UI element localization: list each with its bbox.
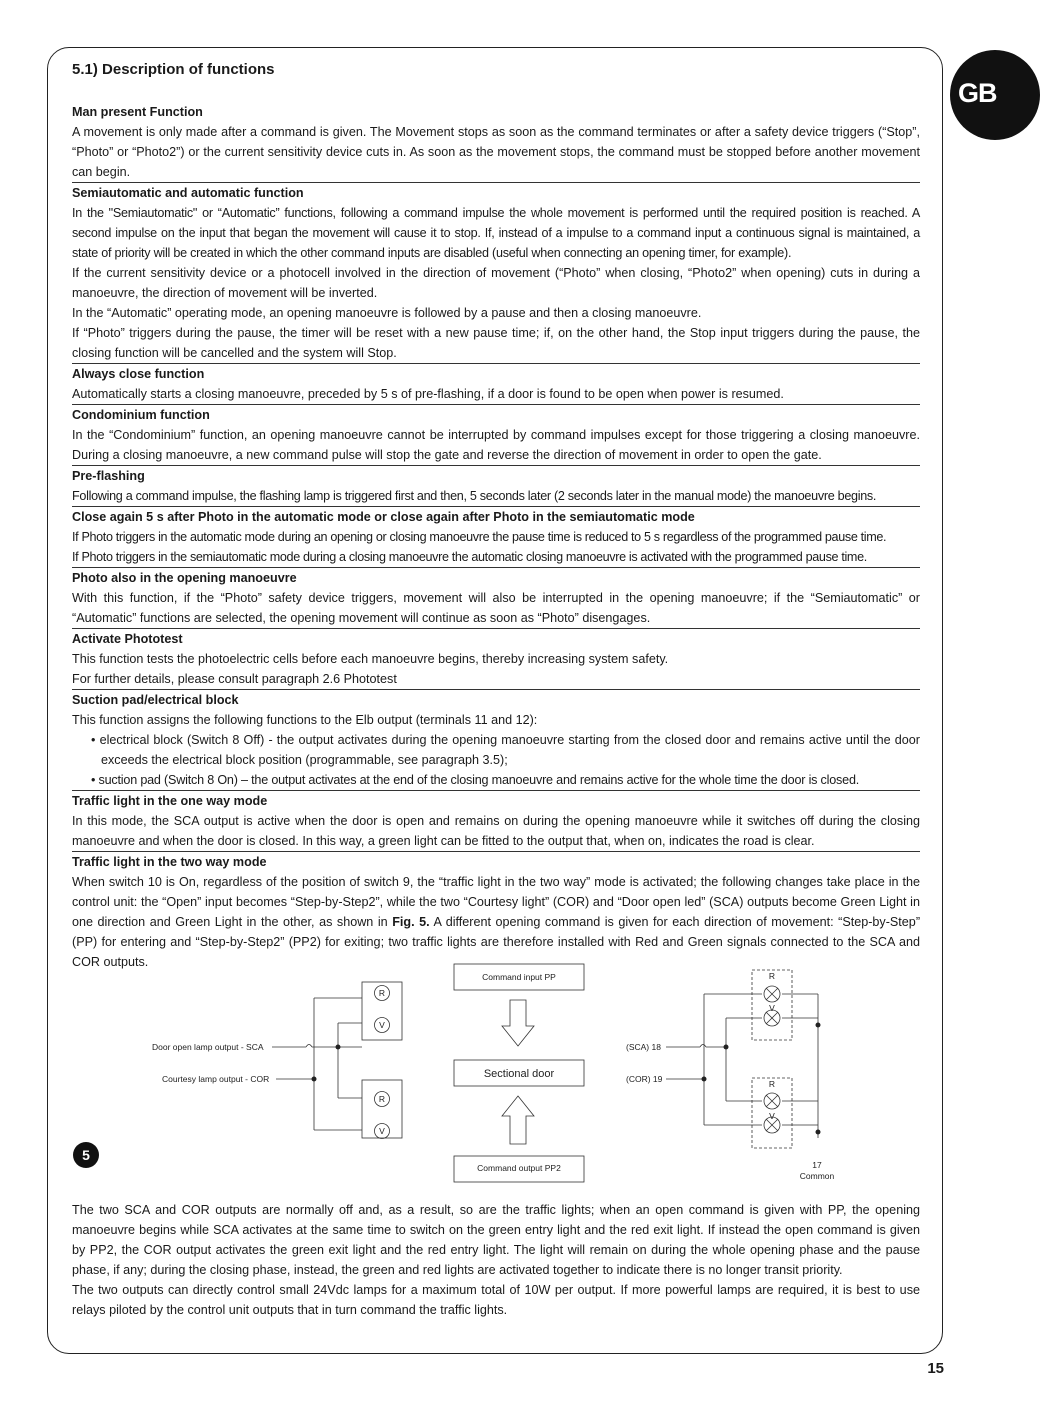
para: This function tests the photoelectric cells before each manoeuvre begins, thereby increasing system safety. [72,652,669,666]
para-part: A different opening command is given for each direction of movement: “Step-by-Step” (PP) for entering and “Step-by-Step2” (PP2) for exiting; two traffic lights are therefore installed with Red and Green signals connected to the SCA and COR outputs. [72,915,921,969]
sec-title-phototest: Activate Phototest [72,628,920,649]
sec-title-suction-pad: Suction pad/electrical block [72,689,920,710]
para: If Photo triggers in the semiautomatic mode during a closing manoeuvre the automatic closing manoeuvre is activated with the programmed pause time. [72,550,867,564]
door-open-lamp-label: Door open lamp output - SCA [152,1042,264,1052]
para: In the "Semiautomatic" or “Automatic” functions, following a command impulse the whole movement is performed until the required position is reached. A second impulse on the input that began the movement will cause it to stop. If, instead of a impulse to a command input a continuous signal is maintained, a state of priority will be created in which the other command inputs are disabled (useful when connecting an opening timer, for example). [72,206,920,260]
para: Automatically starts a closing manoeuvre, preceded by 5 s of pre-flashing, if a door is found to be open when power is resumed. [72,387,784,401]
para: If the current sensitivity device or a photocell involved in the direction of movement (“Photo” when closing, “Photo2” when opening) cuts in during a manoeuvre, the direction of movement will be inverted. [72,266,920,300]
command-input-pp: Command input PP [482,972,556,982]
sec-title-always-close: Always close function [72,363,920,384]
sca-terminal-label: (SCA) 18 [626,1042,661,1052]
lamp-r-label: R [378,988,386,998]
section-heading: 5.1) Description of functions [72,61,275,78]
sec-title-pre-flashing: Pre-flashing [72,465,920,486]
lamp-r-label: R [768,971,776,981]
wiring-diagram [72,958,920,1188]
language-tab: GB [950,50,1040,140]
cor-terminal-label: (COR) 19 [626,1074,663,1084]
sectional-door-label: Sectional door [483,1068,555,1080]
lamp-v-label: V [379,1126,385,1136]
common-terminal-label: Common [799,1171,835,1181]
closing-text [72,1200,920,1320]
para: The two SCA and COR outputs are normally off and, as a result, so are the traffic lights; when an open command is given with PP, the opening manoeuvre begins while SCA activates at the same time to switch on the green entry light and the red exit light. If instead the open command is given by PP2, the COR output activates the green exit light and the red entry light. The light will remain on during the whole opening phase and the pause phase, if any; during the closing phase, instead, the green and red lights are activated together to indicate there is no longer transit priority. [72,1203,920,1277]
para: If “Photo” triggers during the pause, the timer will be reset with a new pause time; if, on the other hand, the Stop input triggers during the pause, the closing function will be cancelled and the system will Stop. [72,326,920,360]
command-output-pp2: Command output PP2 [477,1163,561,1173]
sec-title-semiautomatic: Semiautomatic and automatic function [72,182,920,203]
sec-title-man-present: Man present Function [72,105,203,119]
list-item: • suction pad (Switch 8 On) – the output activates at the end of the closing manoeuvre and remains active for the whole time the door is closed. [72,770,920,790]
lamp-v-label: V [379,1020,385,1030]
lamp-v-label: V [769,1003,775,1013]
para: In the “Condominium” function, an opening manoeuvre cannot be interrupted by command impulses except for those triggering a closing manoeuvre. During a closing manoeuvre, a new command pulse will stop the gate and reverse the direction of movement in order to open the gate. [72,428,920,462]
page-number: 15 [927,1360,944,1377]
para: In this mode, the SCA output is active when the door is open and remains on during the opening manoeuvre while it switches off during the closing manoeuvre and when the door is closed. In this way, a green light can be fitted to the output that, when on, indicates the road is clear. [72,814,920,848]
sec-title-traffic-one-way: Traffic light in the one way mode [72,790,920,811]
para: This function assigns the following functions to the Elb output (terminals 11 and 12): [72,713,538,727]
sec-title-close-again: Close again 5 s after Photo in the automatic mode or close again after Photo in the semiautomatic mode [72,506,920,527]
list-item: • electrical block (Switch 8 Off) - the output activates during the opening manoeuvre starting from the closed door and remains active until the door exceeds the electrical block position (programmable, see paragraph 3.5); [72,730,920,770]
courtesy-lamp-label: Courtesy lamp output - COR [162,1074,270,1084]
para: In the “Automatic” operating mode, an opening manoeuvre is followed by a pause and then a closing manoeuvre. [72,306,702,320]
lamp-r-label: R [768,1079,776,1089]
lamp-r-label: R [378,1094,386,1104]
sec-title-photo-opening: Photo also in the opening manoeuvre [72,567,920,588]
para: With this function, if the “Photo” safety device triggers, movement will also be interrupted in the opening manoeuvre; if the “Semiautomatic” or “Automatic” functions are selected, the opening movement will continue as soon as “Photo” disengages. [72,591,920,625]
para: If Photo triggers in the automatic mode during an opening or closing manoeuvre the pause time is reduced to 5 s regardless of the programmed pause time. [72,530,887,544]
para: Following a command impulse, the flashing lamp is triggered first and then, 5 seconds later (2 seconds later in the manual mode) the manoeuvre begins. [72,489,877,503]
para [72,872,920,972]
sec-title-traffic-two-way: Traffic light in the two way mode [72,851,920,872]
sec-title-condominium: Condominium function [72,404,920,425]
para: A movement is only made after a command is given. The Movement stops as soon as the command terminates or after a safety device triggers (“Stop”, “Photo” or “Photo2”) or the current sensitivity device cuts in. As soon as the movement stops, the command must be stopped before another movement can begin. [72,125,920,179]
lamp-v-label: V [769,1111,775,1121]
figure-number: 5 [82,1147,90,1163]
figure-5 [72,958,920,1188]
para: The two outputs can directly control small 24Vdc lamps for a maximum total of 10W per output. If more powerful lamps are required, it is best to use relays piloted by the control unit outputs that in turn command the traffic lights. [72,1283,920,1317]
main-content [72,58,920,972]
bullet-list [72,730,920,790]
common-terminal-number: 17 [812,1160,822,1170]
para: For further details, please consult paragraph 2.6 Phototest [72,672,397,686]
figure-reference: Fig. 5. [392,915,430,929]
para-part: When switch 10 is On, regardless of the position of switch 9, the “traffic light in the two way” mode is activated; the following changes take place in the control unit: the “Open” input becomes “Step-by-Step2”, while the two “Courtesy light” (COR) and “Door open led” (SCA) outputs become Green Light in one direction and Green Light in the other, as shown in [72,875,920,929]
